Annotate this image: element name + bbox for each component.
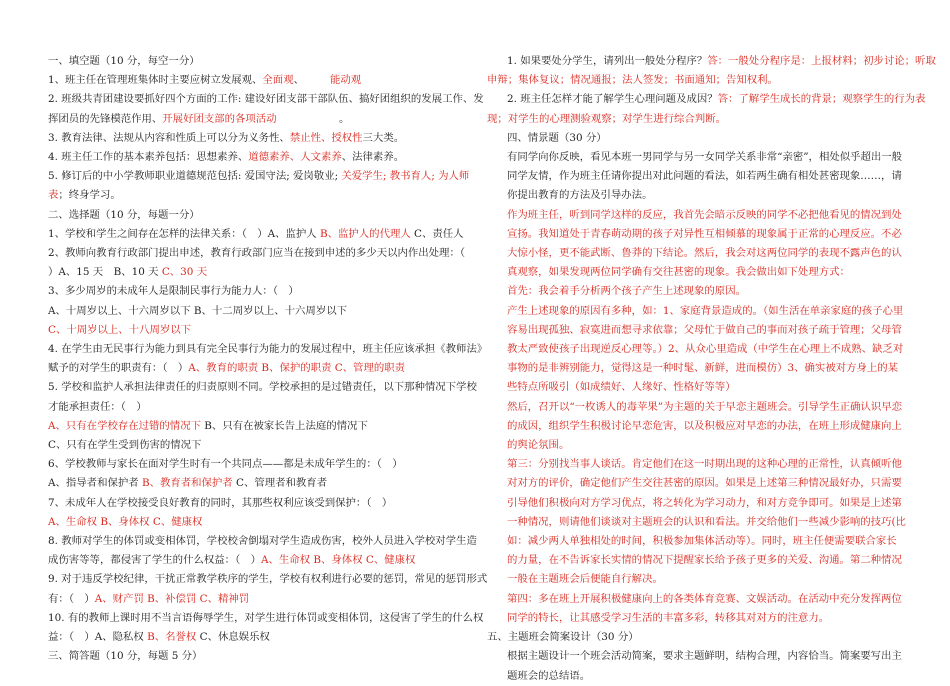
- answer-1: 1. 如果要处分学生，请列出一般处分程序？答：一般处分程序是：上报材料；初步讨论；听取: [507, 55, 936, 67]
- question-3: 3. 教育法律、法规从内容和性质上可以分为义务性、禁止性、授权性三大类。: [48, 131, 405, 144]
- scenario-answer-intro: 作为班主任，听到同学这样的反应，我首先会暗示反映的同学不必把他看见的情况到处宣扬。我知道处于青春萌动期的孩子对异性互相倾慕的现象属于正常的心理反应。不必大惊小怪，更不能武断、鲁莽的下结论。然后，我会对这两位同学的表现不露声色的认真观察，如果发现两位同学确有交往甚密的现象。我会做出如下处理方式：: [507, 208, 902, 279]
- scenario-step-1: 首先：我会着手分析两个孩子产生上述现象的原因。: [507, 285, 746, 298]
- question-5: 5. 修订后的中小学教师职业道德规范包括: 爱国守法; 爱岗敬业; 关爱学生; 教书育人; 为人师: [48, 170, 470, 183]
- choice-4: 4. 在学生由无民事行为能力到具有完全民事行为能力的发展过程中，班主任应该承担《教师法》: [48, 343, 488, 356]
- choice-8: 8. 教师对学生的体罚或变相体罚，学校校舍倒塌对学生造成伤害，校外人员进入学校对学生造: [48, 535, 477, 548]
- scenario-prompt: 有同学向你反映，看见本班一男同学与另一女同学关系非常“亲密”，相处似乎超出一般同学友情，作为班主任请你提出对此问题的看法，如若两生确有相处甚密现象……，请你提出教育的方法及引导办法。: [507, 151, 903, 202]
- choice-2: 2、教师向教育行政部门提出申述，教育行政部门应当在接到申述的多少天以内作出处理：（: [48, 247, 466, 260]
- scenario-step-3: 第三：分别找当事人谈话。肯定他们在这一时期出现的这种心理的正常性，认真倾听他对对方的评价，确定他们产生交往甚密的原因。如果是上述第三种情况最好办，只需要引导他们积极向对方学习优点，将之转化为学习动力，和对方竞争即可。如果是上述第一种情况，则请他们谈谈对主题班会的认识和看法。并交给他们一些减少影响的技巧(比如：减少两人单独相处的时间，积极参加集体活动等）。同时，班主任便需要联合家长的力量，在不告诉家长实情的情况下提醒家长给予孩子更多的关爱、沟通。第二种情况一般在主题班会后便能自行解决。: [507, 458, 906, 586]
- section-class-meeting-title: 五、主题班会简案设计（30 分）: [487, 631, 639, 644]
- question-2: 2. 班级共青团建设要抓好四个方面的工作: 建设好团支部干部队伍、搞好团组织的发展工作、发: [48, 93, 484, 106]
- question-1: 1、班主任在管理班集体时主要应树立发展观、全面观、 能动观: [48, 74, 362, 87]
- right-column: 1. 如果要处分学生，请列出一般处分程序？答：一般处分程序是：上报材料；初步讨论；听取 申辩；集体复议；情况通报；法人签发；书面通知；告知权利。 2. 班主任怎样才能了解学生心理问题及成因？答：了解学生成长的背景；观察学生的行为表 现；对学生的心理测验观察；对学生进行综合判断。 四、情景题（30 分） 有同学向你反映，看见本班一男同学与另一女同学关系非常“亲密”，相处似乎超出一般同学友情，作为班主任请你提出对此问题的看法，如若两生确有相处甚密现象……，请你提出教育的方法及引导办法。 作为班主任，听到同学这样的反应，我首先会暗示反映的同学不必把他看见的情况到处宣扬。我知道处于青春萌动期的孩子对异性互相倾慕的现象属于正常的心理反应。不必大惊小怪，更不能武断、鲁莽的下结论。然后，我会对这两位同学的表现不露声色的认真观察，如果发现两位同学确有交往甚密的现象。我会做出如下处理方式： 首先：我会着手分析两个孩子产生上述现象的原因。 产生上述现象的原因有多种，如：1、家庭背景造成的。（如生活在单亲家庭的孩子心里容易出现孤独、寂寞进而想寻求依靠；父母忙于做自己的事而对孩子疏于管理；父母管教太严致使孩子出现逆反心理等。）2、从众心里造成（中学生在心理上不成熟、缺乏对事物的是非辨别能力，觉得这是一种时髦、新鲜，进而模仿）3、确实被对方身上的某些特点所吸引（如成绩好、人缘好、性格好等等） 然后，召开以“一枚诱人的毒苹果”为主题的关于早恋主题班会。引导学生正确认识早恋的成因，组织学生积极讨论早恋危害，以及积极应对早恋的办法，在班上形成健康向上的舆论氛围。 第三：分别找当事人谈话。肯定他们在这一时期出现的这种心理的正常性，认真倾听他对对方的评价，确定他们产生交往甚密的原因。如果是上述第三种情况最好办，只需要引导他们积极向对方学习优点，将之转化为学习动力，和对方竞争即可。如果是上述第一种情况，则请他们谈谈对主题班会的认识和看法。并交给他们一些减少影响的技巧(比如：减少两人单独相处的时间，积极参加集体活动等）。同时，班主任便需要联合家长的力量，在不告诉家长实情的情况下提醒家长给予孩子更多的关爱、沟通。第二种情况一般在主题班会后便能自行解决。 第四：多在班上开展积极健康向上的各类体育竞赛、文娱活动。在活动中充分发挥两位同学的特长，让其感受学习生活的丰富多彩，转移其对对方的注意力。 五、主题班会简案设计（30 分） 根据主题设计一个班会活动简案，要求主题鲜明，结构合理，内容恰当。简案要写出主题班会的总结语。: [487, 52, 907, 686]
- choice-5: 5. 学校和监护人承担法律责任的归责原则不同。学校承担的是过错责任，以下那种情况下学校: [48, 381, 477, 394]
- choice-1: 1、学校和学生之间存在怎样的法律关系：（ ）A、监护人 B、监护人的代理人 C、责任人: [48, 227, 464, 240]
- scenario-causes: 产生上述现象的原因有多种，如：1、家庭背景造成的。（如生活在单亲家庭的孩子心里容易出现孤独、寂寞进而想寻求依靠；父母忙于做自己的事而对孩子疏于管理；父母管教太严致使孩子出现逆反心理等。）2、从众心里造成（中学生在心理上不成熟、缺乏对事物的是非辨别能力，觉得这是一种时髦、新鲜，进而模仿）3、确实被对方身上的某些特点所吸引（如成绩好、人缘好、性格好等等）: [507, 304, 904, 394]
- section-choice-title: 二、选择题（10 分，每题一分）: [48, 208, 200, 221]
- choice-3: 3、多少周岁的未成年人是限制民事行为能力人：（ ）: [48, 285, 299, 298]
- choice-10: 10. 有的教师上课时用不当言语侮辱学生，对学生进行体罚或变相体罚，这侵害了学生的什么权: [48, 611, 484, 624]
- answer-2: 2. 班主任怎样才能了解学生心理问题及成因？答：了解学生成长的背景；观察学生的行为表: [507, 93, 926, 106]
- choice-9: 9. 对于违反学校纪律，干扰正常教学秩序的学生，学校有权利进行必要的惩罚，常见的惩罚形式: [48, 573, 488, 586]
- question-4: 4. 班主任工作的基本素养包括：思想素养、道德素养、人文素养、法律素养。: [48, 151, 405, 164]
- section-scenario-title: 四、情景题（30 分）: [507, 131, 607, 144]
- scenario-step-2: 然后，召开以“一枚诱人的毒苹果”为主题的关于早恋主题班会。引导学生正确认识早恋的成因，组织学生积极讨论早恋危害，以及积极应对早恋的办法，在班上形成健康向上的舆论氛围。: [507, 400, 903, 452]
- scenario-step-4: 第四：多在班上开展积极健康向上的各类体育竞赛、文娱活动。在活动中充分发挥两位同学的特长，让其感受学习生活的丰富多彩，转移其对对方的注意力。: [507, 592, 902, 624]
- section-short-answer-title: 三、简答题（10 分，每题 5 分）: [48, 650, 203, 663]
- section-fill-blank-title: 一、填空题（10 分，每空一分）: [48, 55, 200, 67]
- choice-7: 7、未成年人在学校接受良好教育的同时，其那些权利应该受到保护：（ ）: [48, 496, 393, 509]
- choice-6: 6、学校教师与家长在面对学生时有一个共同点——都是未成年学生的：（ ）: [48, 458, 403, 471]
- class-meeting-prompt: 根据主题设计一个班会活动简案，要求主题鲜明，结构合理，内容恰当。简案要写出主题班会的总结语。: [507, 650, 902, 682]
- left-column: 一、填空题（10 分，每空一分） 1、班主任在管理班集体时主要应树立发展观、全面观、 能动观 2. 班级共青团建设要抓好四个方面的工作: 建设好团支部干部队伍、搞好团组织的发展工作、发 挥团员的先锋模范作用、开展好团支部的各项活动 。 3. 教育法律、法规从内容和性质上可以分为义务性、禁止性、授权性三大类。 4. 班主任工作的基本素养包括：思想素养、道德素养、人文素养、法律素养。 5. 修订后的中小学教师职业道德规范包括: 爱国守法; 爱岗敬业; 关爱学生; 教书育人; 为人师 表；终身学习。 二、选择题（10 分，每题一分） 1、学校和学生之间存在怎样的法律关系：（ ）A、监护人 B、监护人的代理人 C、责任人 2、教师向教育行政部门提出申述，教育行政部门应当在接到申述的多少天以内作出处理：（ ）A、15 天 B、10 天 C、30 天 3、多少周岁的未成年人是限制民事行为能力人：（ ） A、十周岁以上、十六周岁以下 B、十二周岁以上、十六周岁以下 C、十周岁以上、十八周岁以下 4. 在学生由无民事行为能力到具有完全民事行为能力的发展过程中，班主任应该承担《教师法》 赋予的对学生的职责有：（ ）A、教育的职责 B、保护的职责 C、管理的职责 5. 学校和监护人承担法律责任的归责原则不同。学校承担的是过错责任，以下那种情况下学校 才能承担责任：（ ） A、只有在学校存在过错的情况下 B、只有在被家长告上法庭的情况下 C、只有在学生受到伤害的情况下 6、学校教师与家长在面对学生时有一个共同点——都是未成年学生的：（ ） A、指导者和保护者 B、教育者和保护者 C、管理者和教育者 7、未成年人在学校接受良好教育的同时，其那些权利应该受到保护：（ ） A、生命权 B、身体权 C、健康权 8. 教师对学生的体罚或变相体罚，学校校舍倒塌对学生造成伤害，校外人员进入学校对学生造 成伤害等等，都侵害了学生的什么权益：（ ）A、生命权 B、身体权 C、健康权 9. 对于违反学校纪律，干扰正常教学秩序的学生，学校有权利进行必要的惩罚，常见的惩罚形式 有：（ ）A、财产罚 B、补偿罚 C、精神罚 10. 有的教师上课时用不当言语侮辱学生，对学生进行体罚或变相体罚，这侵害了学生的什么权 益：（ ）A、隐私权 B、名誉权 C、休息娱乐权 三、简答题（10 分，每题 5 分）: [48, 52, 470, 667]
